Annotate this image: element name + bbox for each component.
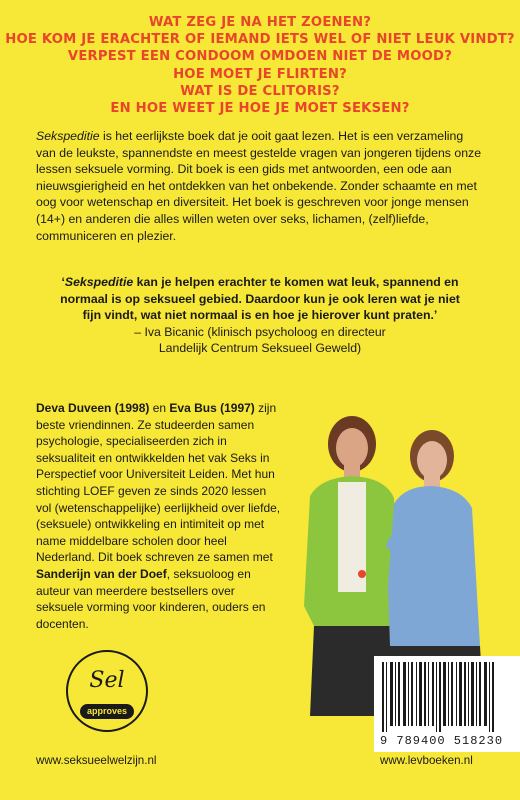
author-name: Eva Bus (1997): [169, 401, 255, 415]
cover-headlines: [0, 14, 520, 117]
approves-badge: [66, 650, 148, 732]
headline: EN HOE WEET JE HOE JE MOET SEKSEN?: [110, 101, 410, 117]
book-title: Sekspeditie: [36, 129, 100, 143]
barcode-icon: [374, 656, 520, 732]
author-bio: Deva Duveen (1998) en Eva Bus (1997) zijn beste vriendinnen. Ze studeerden samen psychologie, specialiseerden zich in seksualiteit en ontwikkelden het vak Seks in Perspectief voor Universiteit Leiden. Met hun stichting LOEF geven ze sinds 2020 lessen vol (wetenschappelijke) eerlijkheid over liefde, (seksuele) ontwikkeling en intimiteit op met name middelbare scholen door heel Nederland. Dit boek schreven ze samen met Sanderijn van der Doef, seksuoloog en auteur van meerdere bestsellers over seksuele vorming voor kinderen, ouders en docenten.: [36, 401, 281, 631]
quote-book-title: Sekspeditie: [64, 275, 134, 289]
headline: VERPEST EEN CONDOOM OMDOEN NIET DE MOOD?: [67, 49, 453, 65]
website-right[interactable]: www.levboeken.nl: [380, 754, 473, 767]
badge-signature-logo: Sel: [89, 668, 125, 693]
quote-attribution-line-1: – Iva Bicanic (klinisch psycholoog en directeur: [134, 324, 386, 339]
headline: WAT ZEG JE NA HET ZOENEN?: [148, 15, 372, 30]
isbn-number: 9 789400 518230: [380, 734, 504, 748]
headline: WAT IS DE CLITORIS?: [180, 83, 340, 99]
website-left[interactable]: www.seksueelwelzijn.nl: [36, 754, 157, 767]
headline: HOE MOET JE FLIRTEN?: [173, 66, 347, 82]
quote-text: ‘Sekspeditie kan je helpen erachter te komen wat leuk, spannend en normaal is op seksueel gebied. Daardoor kun je ook leren wat je niet fijn vindt, wat niet normaal is en hoe je hierover kunt praten.’: [60, 275, 460, 323]
author-name: Sanderijn van der Doef: [36, 566, 167, 581]
blurb-quote: [60, 274, 460, 357]
quote-attribution-line-2: Landelijk Centrum Seksueel Geweld): [158, 341, 362, 356]
intro-paragraph: [36, 128, 486, 244]
headline: HOE KOM JE ERACHTER OF IEMAND IETS WEL OF NIET LEUK VINDT?: [5, 32, 515, 48]
author-name: Deva Duveen (1998): [36, 401, 150, 415]
badge-label: approves: [80, 704, 134, 719]
intro-text: is het eerlijkste boek dat je ooit gaat lezen. Het is een verzameling van de leukste, spannendste en meest gestelde vragen van jongeren tijdens onze lessen seksuele vorming. Dit boek is een gids met antwoorden, een ode aan nieuwsgierigheid en het ontdekken van het onbekende. Zonder schaamte en met oog voor wetenschap en diversiteit. Het boek is geschreven voor jonge mensen (14+) en anderen die alles willen weten over seks, lichamen, (zelf)liefde, communiceren en plezier.: [36, 129, 482, 243]
